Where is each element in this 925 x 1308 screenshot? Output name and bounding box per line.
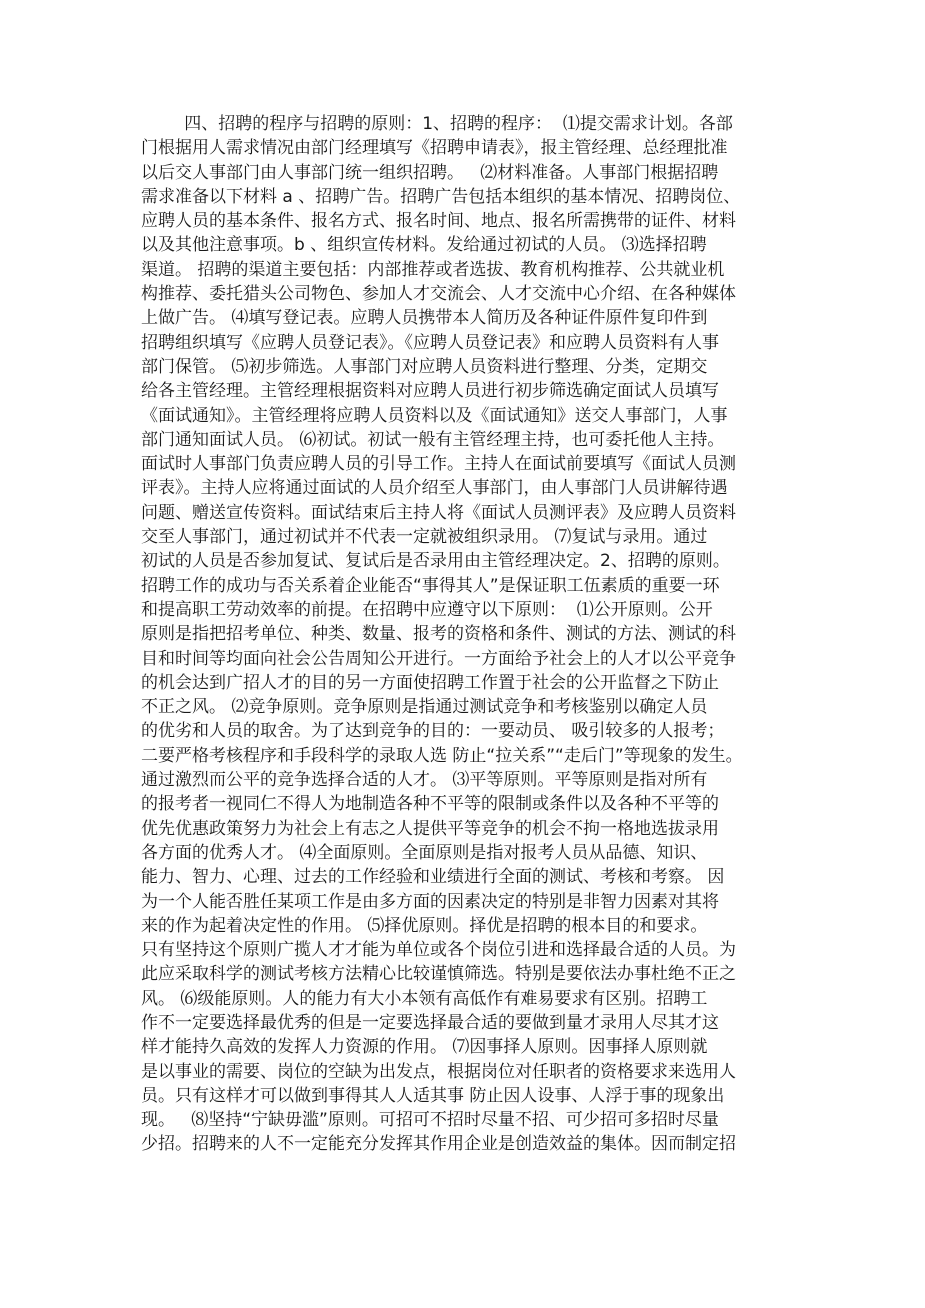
text-line: 以后交人事部门由人事部门统一组织招聘。 ⑵材料准备。人事部门根据招聘 (141, 162, 719, 183)
text-line: 渠道。 招聘的渠道主要包括：内部推荐或者选拔、教育机构推荐、公共就业机 (141, 259, 725, 280)
text-line: 交至人事部门，通过初试并不代表一定就被组织录用。 ⑺复试与录用。通过 (141, 527, 708, 548)
text-line: 应聘人员的基本条件、报名方式、报名时间、地点、报名所需携带的证件、材料 (141, 211, 736, 232)
text-line: 和提高职工劳动效率的前提。在招聘中应遵守以下原则： ⑴公开原则。公开 (141, 599, 713, 620)
body-text (141, 112, 791, 1157)
text-line: 给各主管经理。主管经理根据资料对应聘人员进行初步筛选确定面试人员填写 (141, 381, 719, 402)
text-line: 以及其他注意事项。b 、组织宣传材料。发给通过初试的人员。 ⑶选择招聘 (141, 235, 707, 256)
text-line: 目和时间等均面向社会公告周知公开进行。一方面给予社会上的人才以公平竞争 (141, 648, 736, 669)
text-line: 优先优惠政策努力为社会上有志之人提供平等竞争的机会不拘一格地选拔录用 (141, 818, 719, 839)
text-line: 《面试通知》。主管经理将应聘人员资料以及《面试通知》送交人事部门，人事 (141, 405, 728, 426)
text-line: 通过激烈而公平的竞争选择合适的人才。 ⑶平等原则。平等原则是指对所有 (141, 770, 708, 791)
text-line: 构推荐、委托猎头公司物色、参加人才交流会、人才交流中心介绍、在各种媒体 (141, 284, 736, 305)
text-line: 部门保管。 ⑸初步筛选。人事部门对应聘人员资料进行整理、分类，定期交 (141, 356, 708, 377)
text-line: 的机会达到广招人才的目的另一方面使招聘工作置于社会的公开监督之下防止 (141, 672, 719, 693)
text-line: 部门通知面试人员。 ⑹初试。初试一般有主管经理主持，也可委托他人主持。 (141, 429, 725, 450)
text-line: 不正之风。 ⑵竞争原则。竞争原则是指通过测试竞争和考核鉴别以确定人员 (141, 697, 708, 718)
text-line: 招聘组织填写《应聘人员登记表》。《应聘人员登记表》和应聘人员资料有人事 (141, 332, 719, 353)
text-line: 现。 ⑻坚持“宁缺毋滥”原则。可招可不招时尽量不招、可少招可多招时尽量 (141, 1110, 719, 1131)
text-line: 需求准备以下材料 a 、招聘广告。招聘广告包括本组织的基本情况、招聘岗位、 (141, 186, 741, 207)
text-line: 评表》。主持人应将通过面试的人员介绍至人事部门，由人事部门人员讲解待遇 (141, 478, 728, 499)
text-line: 员。只有这样才可以做到事得其人人适其事 防止因人设事、人浮于事的现象出 (141, 1085, 725, 1106)
text-line: 只有坚持这个原则广揽人才才能为单位或各个岗位引进和选择最合适的人员。为 (141, 940, 736, 961)
text-line: 上做广告。 ⑷填写登记表。应聘人员携带本人简历及各种证件原件复印件到 (141, 308, 708, 329)
text-line: 原则是指把招考单位、种类、数量、报考的资格和条件、测试的方法、测试的科 (141, 624, 736, 645)
text-line: 是以事业的需要、岗位的空缺为出发点，根据岗位对任职者的资格要求来选用人 (141, 1061, 736, 1082)
text-line: 四、招聘的程序与招聘的原则：1、招聘的程序： ⑴提交需求计划。各部 (141, 114, 733, 134)
text-line: 的报考者一视同仁不得人为地制造各种不平等的限制或条件以及各种不平等的 (141, 794, 719, 815)
text-line: 来的作为起着决定性的作用。 ⑸择优原则。择优是招聘的根本目的和要求。 (141, 915, 708, 936)
text-line: 能力、智力、心理、过去的工作经验和业绩进行全面的测试、考核和考察。 因 (141, 867, 725, 888)
text-line: 作不一定要选择最优秀的但是一定要选择最合适的要做到量才录用人尽其才这 (141, 1012, 719, 1033)
text-line: 的优劣和人员的取舍。为了达到竞争的目的：一要动员、 吸引较多的人报考； (141, 721, 725, 742)
text-line: 样才能持久高效的发挥人力资源的作用。 ⑺因事择人原则。因事择人原则就 (141, 1037, 708, 1058)
text-line: 门根据用人需求情况由部门经理填写《招聘申请表》，报主管经理、总经理批准 (141, 138, 728, 159)
text-line: 二要严格考核程序和手段科学的录取人选 防止“拉关系”“走后门”等现象的发生。 (141, 745, 743, 766)
text-line: 为一个人能否胜任某项工作是由多方面的因素决定的特别是非智力因素对其将 (141, 891, 719, 912)
text-line: 风。 ⑹级能原则。人的能力有大小本领有高低作有难易要求有区别。招聘工 (141, 988, 708, 1009)
text-line: 各方面的优秀人才。 ⑷全面原则。全面原则是指对报考人员从品德、知识、 (141, 842, 708, 863)
text-line: 招聘工作的成功与否关系着企业能否“事得其人”是保证职工伍素质的重要一环 (141, 575, 720, 596)
text-line: 问题、赠送宣传资料。面试结束后主持人将《面试人员测评表》及应聘人员资料 (141, 502, 736, 523)
text-line: 初试的人员是否参加复试、复试后是否录用由主管经理决定。2、招聘的原则。 (141, 551, 730, 572)
text-line: 此应采取科学的测试考核方法精心比较谨慎筛选。特别是要依法办事杜绝不正之 (141, 964, 736, 985)
text-line: 少招。招聘来的人不一定能充分发挥其作用企业是创造效益的集体。因而制定招 (141, 1134, 736, 1155)
text-line: 面试时人事部门负责应聘人员的引导工作。主持人在面试前要填写《面试人员测 (141, 454, 736, 475)
